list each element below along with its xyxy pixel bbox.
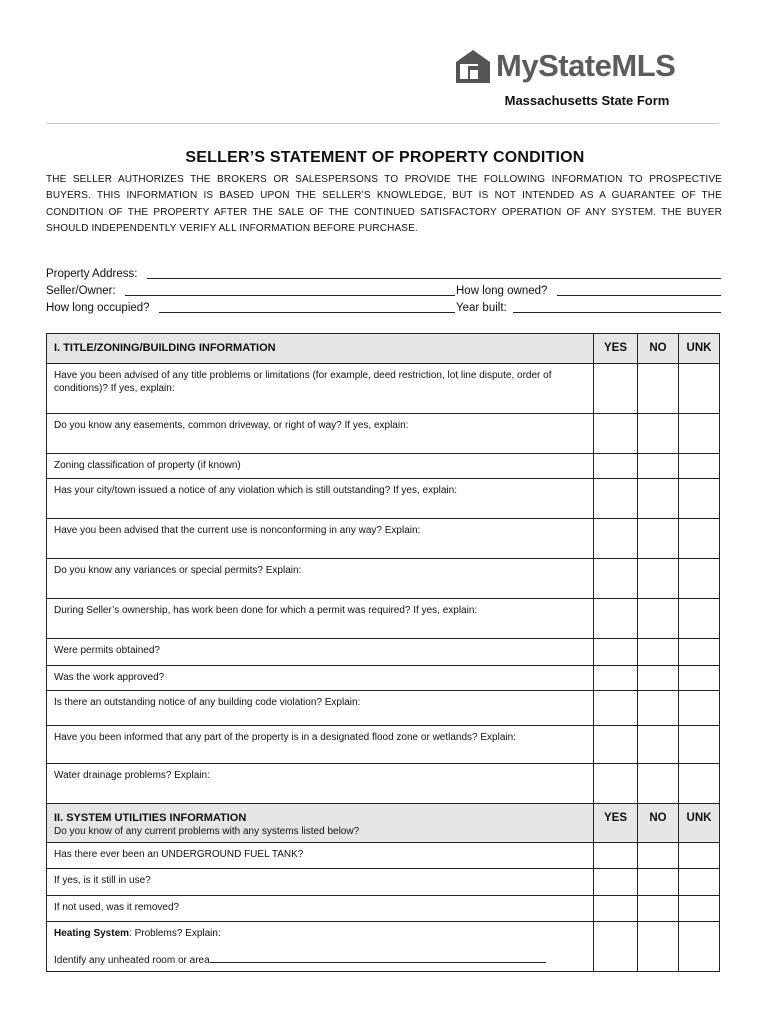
year-built-label: Year built: (456, 302, 507, 314)
no-checkbox[interactable] (638, 691, 679, 726)
unheated-area-line (54, 954, 586, 968)
logo (456, 46, 675, 86)
house-logo-icon (456, 49, 490, 83)
unk-checkbox[interactable] (679, 922, 720, 972)
unk-checkbox[interactable] (679, 364, 720, 414)
yes-checkbox[interactable] (594, 843, 638, 869)
yes-checkbox[interactable] (594, 414, 638, 454)
unheated-area-field[interactable] (210, 954, 546, 963)
question-fuel-tank: Has there ever been an UNDERGROUND FUEL TANK? (47, 843, 594, 869)
no-column-header: NO (638, 804, 679, 843)
question-title-problems: Have you been advised of any title problems or limitations (for example, deed restriction, lot line dispute, order of conditions)? If yes, explain: (47, 364, 594, 414)
yes-checkbox[interactable] (594, 519, 638, 559)
section1-header-row (47, 334, 720, 364)
unk-checkbox[interactable] (679, 479, 720, 519)
how-long-owned-field[interactable] (557, 295, 721, 296)
table-row (47, 896, 720, 922)
table-row (47, 519, 720, 559)
no-checkbox[interactable] (638, 666, 679, 691)
no-checkbox[interactable] (638, 726, 679, 764)
intro-paragraph: THE SELLER AUTHORIZES THE BROKERS OR SALESPERSONS TO PROVIDE THE FOLLOWING INFORMATION TO PROSPECTIVE BUYERS. THIS INFORMATION IS BASED UPON THE SELLER’S KNOWLEDGE, BUT IS NOT INTENDED AS A GUARANTEE OF THE CONDITION OF THE PROPERTY AFTER THE SALE OF THE CONTINUED SATISFACTORY OPERATION OF ANY SYSTEM. THE BUYER SHOULD INDEPENDENTLY VERIFY ALL INFORMATION BEFORE PURCHASE. (46, 174, 722, 234)
no-checkbox[interactable] (638, 764, 679, 804)
table-row (47, 922, 720, 972)
yes-checkbox[interactable] (594, 639, 638, 666)
section2-subtitle: Do you know of any current problems with any systems listed below? (54, 825, 360, 837)
heating-system-label: Heating System (54, 928, 130, 939)
unk-checkbox[interactable] (679, 454, 720, 479)
question-work-approved: Was the work approved? (47, 666, 594, 691)
no-column-header: NO (638, 334, 679, 364)
yes-checkbox[interactable] (594, 599, 638, 639)
no-checkbox[interactable] (638, 559, 679, 599)
property-address-line (46, 266, 722, 282)
table-row (47, 479, 720, 519)
question-easements: Do you know any easements, common driveway, or right of way? If yes, explain: (47, 414, 594, 454)
table-row (47, 764, 720, 804)
year-built-field[interactable] (513, 312, 721, 313)
yes-checkbox[interactable] (594, 666, 638, 691)
unk-checkbox[interactable] (679, 896, 720, 922)
table-row (47, 414, 720, 454)
table-row (47, 691, 720, 726)
no-checkbox[interactable] (638, 364, 679, 414)
unk-checkbox[interactable] (679, 599, 720, 639)
question-flood-zone: Have you been informed that any part of the property is in a designated flood zone or wetlands? Explain: (47, 726, 594, 764)
section2-title: II. SYSTEM UTILITIES INFORMATION (54, 812, 247, 824)
section2-header-cell (47, 804, 594, 843)
table-row (47, 364, 720, 414)
unk-checkbox[interactable] (679, 639, 720, 666)
unk-column-header: UNK (679, 804, 720, 843)
property-address-field[interactable] (147, 278, 721, 279)
state-form-label: Massachusetts State Form (504, 93, 670, 108)
yes-checkbox[interactable] (594, 479, 638, 519)
question-zoning: Zoning classification of property (if known) (47, 454, 594, 479)
yes-column-header: YES (594, 804, 638, 843)
no-checkbox[interactable] (638, 922, 679, 972)
table-row (47, 639, 720, 666)
question-permits-obtained: Were permits obtained? (47, 639, 594, 666)
yes-checkbox[interactable] (594, 726, 638, 764)
unk-column-header: UNK (679, 334, 720, 364)
document-title: SELLER’S STATEMENT OF PROPERTY CONDITION (185, 149, 585, 166)
no-checkbox[interactable] (638, 869, 679, 896)
table-row (47, 666, 720, 691)
yes-checkbox[interactable] (594, 364, 638, 414)
seller-owner-line (46, 283, 722, 299)
question-tank-removed: If not used, was it removed? (47, 896, 594, 922)
question-water-drainage: Water drainage problems? Explain: (47, 764, 594, 804)
yes-column-header: YES (594, 334, 638, 364)
how-long-occupied-label: How long occupied? (46, 302, 150, 314)
yes-checkbox[interactable] (594, 896, 638, 922)
question-tank-in-use: If yes, is it still in use? (47, 869, 594, 896)
yes-checkbox[interactable] (594, 559, 638, 599)
unk-checkbox[interactable] (679, 691, 720, 726)
no-checkbox[interactable] (638, 479, 679, 519)
unk-checkbox[interactable] (679, 726, 720, 764)
no-checkbox[interactable] (638, 519, 679, 559)
no-checkbox[interactable] (638, 454, 679, 479)
logo-text: MyStateMLS (496, 48, 676, 83)
no-checkbox[interactable] (638, 599, 679, 639)
how-long-owned-label: How long owned? (456, 285, 548, 297)
no-checkbox[interactable] (638, 414, 679, 454)
yes-checkbox[interactable] (594, 869, 638, 896)
seller-owner-label: Seller/Owner: (46, 285, 116, 297)
header-divider (46, 123, 719, 124)
unk-checkbox[interactable] (679, 764, 720, 804)
no-checkbox[interactable] (638, 843, 679, 869)
table-row (47, 599, 720, 639)
table-row (47, 843, 720, 869)
unk-checkbox[interactable] (679, 414, 720, 454)
table-row (47, 559, 720, 599)
yes-checkbox[interactable] (594, 454, 638, 479)
heating-system-cell (47, 922, 594, 972)
unk-checkbox[interactable] (679, 519, 720, 559)
unheated-area-label: Identify any unheated room or area (54, 954, 210, 966)
yes-checkbox[interactable] (594, 764, 638, 804)
unk-checkbox[interactable] (679, 559, 720, 599)
unk-checkbox[interactable] (679, 666, 720, 691)
table-row (47, 726, 720, 764)
no-checkbox[interactable] (638, 896, 679, 922)
table-row (47, 869, 720, 896)
unk-checkbox[interactable] (679, 869, 720, 896)
no-checkbox[interactable] (638, 639, 679, 666)
question-violation-notice: Has your city/town issued a notice of any violation which is still outstanding? If yes, explain: (47, 479, 594, 519)
section2-header-row (47, 804, 720, 843)
property-condition-table (46, 333, 720, 972)
property-address-label: Property Address: (46, 268, 138, 280)
occupied-line (46, 300, 722, 316)
yes-checkbox[interactable] (594, 691, 638, 726)
question-code-violation: Is there an outstanding notice of any building code violation? Explain: (47, 691, 594, 726)
seller-owner-field[interactable] (125, 295, 455, 296)
how-long-occupied-field[interactable] (159, 312, 455, 313)
section1-title: I. TITLE/ZONING/BUILDING INFORMATION (47, 334, 594, 364)
question-variances: Do you know any variances or special permits? Explain: (47, 559, 594, 599)
yes-checkbox[interactable] (594, 922, 638, 972)
question-permit-work: During Seller’s ownership, has work been done for which a permit was required? If yes, explain: (47, 599, 594, 639)
table-row (47, 454, 720, 479)
unk-checkbox[interactable] (679, 843, 720, 869)
question-nonconforming: Have you been advised that the current use is nonconforming in any way? Explain: (47, 519, 594, 559)
heating-system-question: : Problems? Explain: (129, 928, 221, 939)
